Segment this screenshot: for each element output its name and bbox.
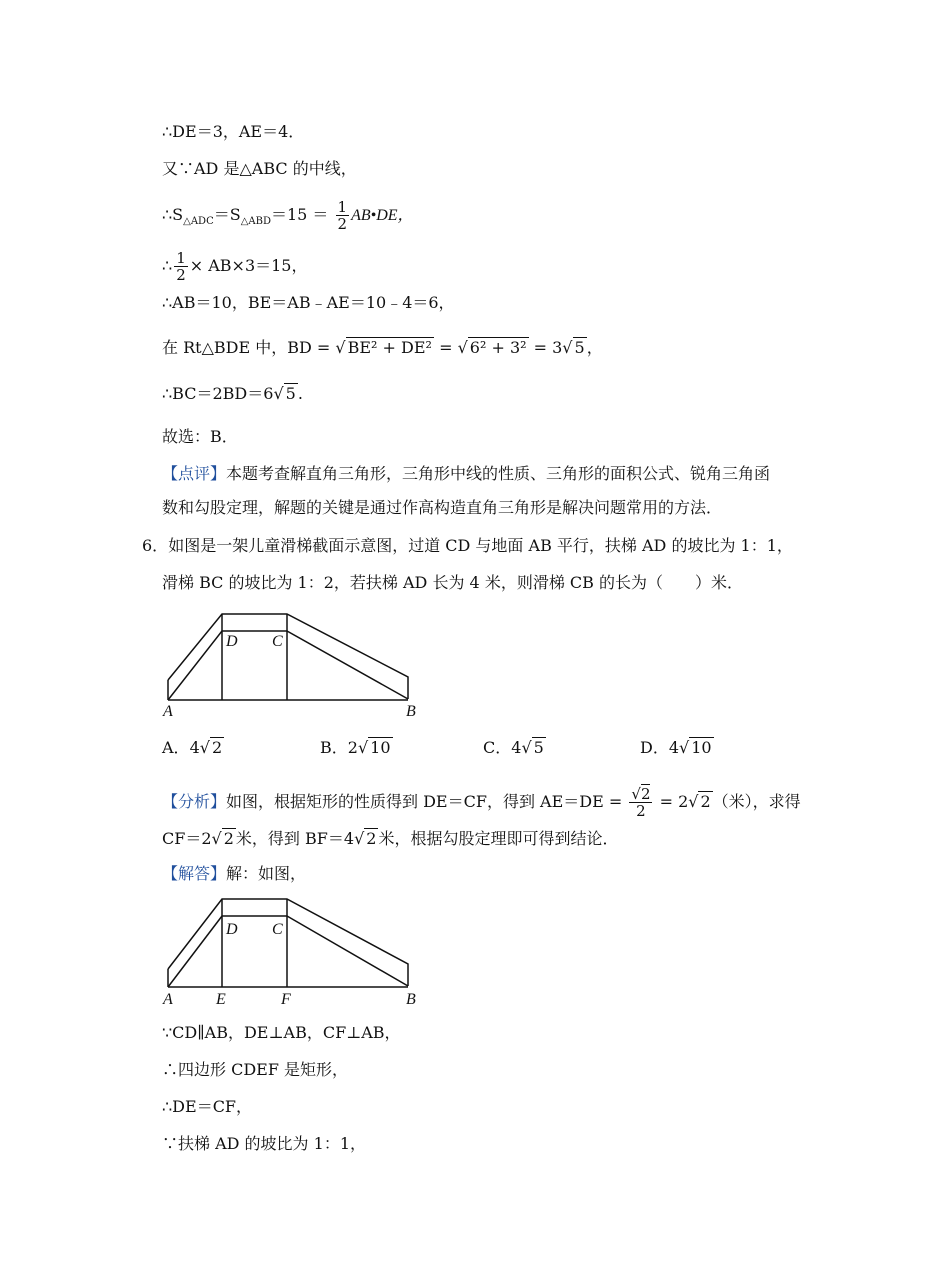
slide-figure-2: [162, 893, 432, 1010]
label-e: E: [216, 991, 226, 1008]
solution-line-1: ∴DE＝3，AE＝4．: [162, 122, 305, 141]
answer-intro: 【解答】解：如图，: [162, 864, 307, 883]
ladder-ad: [168, 916, 222, 987]
sqrt-expression: √ BE² + DE²: [335, 338, 432, 357]
solution-line-2: 又∵AD 是△ABC 的中线，: [162, 159, 357, 178]
label-d: D: [226, 633, 238, 650]
solution-line-8: 故选：B．: [162, 427, 238, 446]
answer-line-3: ∴DE＝CF，: [162, 1097, 253, 1116]
option-a[interactable]: A．4√ 2: [162, 738, 223, 757]
sqrt-expression: √ 6² + 3²: [457, 338, 527, 357]
label-a: A: [163, 703, 173, 719]
solution-line-3: $\therefore S_{\triangle ADC}=S_{\triangle ABD}=15$ ＝ $\frac{1}{2}$ AB•DE，: [162, 198, 414, 233]
option-b[interactable]: B．2√ 10: [320, 738, 391, 757]
answer-line-1: ∵CD∥AB，DE⊥AB，CF⊥AB，: [162, 1023, 401, 1042]
label-f: F: [281, 991, 291, 1008]
label-b: B: [406, 703, 416, 719]
slide-outline-top: [168, 614, 408, 699]
solution-line-5: ∴AB＝10，BE＝AB﹣AE＝10﹣4＝6，: [162, 293, 455, 312]
fraction-half: $\frac{1}{2}$: [176, 249, 186, 284]
sqrt-expression: √ 5: [273, 384, 296, 403]
solution-line-4: ∴ $\frac{1}{2}$ × AB×3＝15，: [162, 249, 308, 284]
slide-cb: [287, 916, 408, 986]
label-d: D: [226, 921, 238, 938]
question-number: 6．: [142, 536, 169, 555]
fraction-root2-over-2: $\frac{√2}{2}$: [631, 785, 651, 820]
option-d[interactable]: D．4√ 10: [640, 738, 712, 757]
analysis-tag: 【分析】: [162, 792, 227, 811]
slide-cb: [287, 631, 408, 699]
review-tag: 【点评】: [162, 464, 227, 483]
sqrt-expression: √ 5: [562, 338, 585, 357]
slide-outline-top: [168, 899, 408, 986]
slide-figure-1: [162, 604, 432, 719]
review-line-2: 数和勾股定理，解题的关键是通过作高构造直角三角形是解决问题常用的方法．: [162, 498, 723, 517]
label-b: B: [406, 991, 416, 1008]
question-line-1: 6．如图是一架儿童滑梯截面示意图，过道 CD 与地面 AB 平行，扶梯 AD 的坡比为 1：1，: [142, 536, 793, 555]
label-c: C: [272, 633, 283, 650]
solution-line-7: ∴BC＝2BD＝6√ 5 .: [162, 384, 303, 403]
answer-tag: 【解答】: [162, 864, 227, 883]
solution-line-6: 在 Rt△BDE 中，BD = √ BE² + DE² = √ 6² + 3² = 3√ 5 ，: [162, 338, 603, 357]
option-c[interactable]: C．4√ 5: [483, 738, 544, 757]
ladder-ad: [168, 631, 222, 700]
analysis-line-2: CF＝2√ 2 米，得到 BF＝4√ 2 米，根据勾股定理即可得到结论．: [162, 829, 619, 848]
fraction-half: $\frac{1}{2}$: [337, 198, 348, 233]
label-a: A: [163, 991, 173, 1008]
review-paragraph: 【点评】本题考查解直角三角形，三角形中线的性质、三角形的面积公式、锐角三角函: [162, 464, 771, 483]
analysis-line-1: 【分析】如图，根据矩形的性质得到 DE＝CF，得到 AE＝DE = $\frac{√2}{2}$ = 2√ 2 （米），求得: [162, 785, 801, 820]
label-c: C: [272, 921, 283, 938]
answer-line-2: ∴四边形 CDEF 是矩形，: [162, 1060, 349, 1079]
answer-line-4: ∵扶梯 AD 的坡比为 1：1，: [162, 1134, 367, 1153]
question-line-2: 滑梯 BC 的坡比为 1：2，若扶梯 AD 长为 4 米，则滑梯 CB 的长为（ ）米．: [162, 573, 743, 592]
